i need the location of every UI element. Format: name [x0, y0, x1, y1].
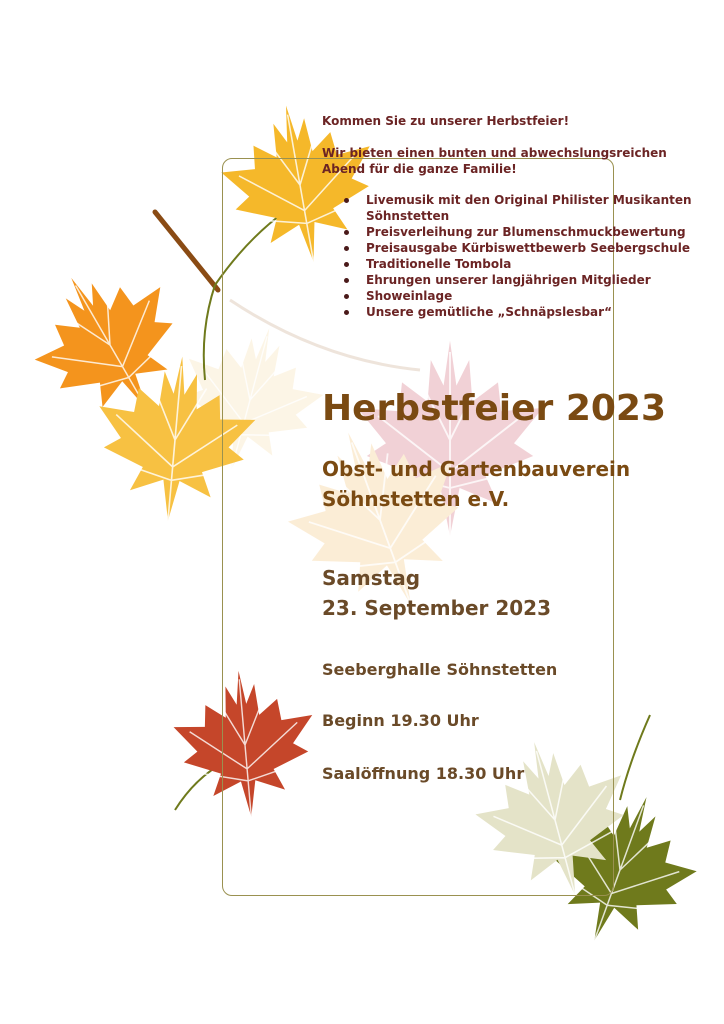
intro-heading: Kommen Sie zu unserer Herbstfeier! [322, 114, 570, 128]
event-venue: Seeberghalle Söhnstetten [322, 660, 558, 679]
club-name-line1: Obst- und Gartenbauverein [322, 457, 631, 481]
program-item: Preisverleihung zur Blumenschmuckbewertung [366, 224, 706, 240]
program-item: Ehrungen unserer langjährigen Mitglieder [366, 272, 706, 288]
club-name [322, 454, 702, 514]
event-start-time: Beginn 19.30 Uhr [322, 711, 479, 730]
program-item: Livemusik mit den Original Philister Musikanten Söhnstetten [366, 192, 706, 224]
program-list [322, 192, 706, 320]
event-day: Samstag [322, 566, 421, 590]
event-date [322, 563, 551, 623]
program-item: Unsere gemütliche „Schnäpslesbar“ [366, 304, 706, 320]
program-item: Traditionelle Tombola [366, 256, 706, 272]
program-item: Showeinlage [366, 288, 706, 304]
event-doors-time: Saalöffnung 18.30 Uhr [322, 764, 525, 783]
event-title: Herbstfeier 2023 [322, 388, 667, 429]
branch-icon [155, 212, 218, 290]
intro-text: Wir bieten einen bunten und abwechslungsreichen Abend für die ganze Familie! [322, 146, 667, 176]
club-name-line2: Söhnstetten e.V. [322, 487, 510, 511]
program-item: Preisausgabe Kürbiswettbewerb Seebergschule [366, 240, 706, 256]
event-date-text: 23. September 2023 [322, 596, 552, 620]
